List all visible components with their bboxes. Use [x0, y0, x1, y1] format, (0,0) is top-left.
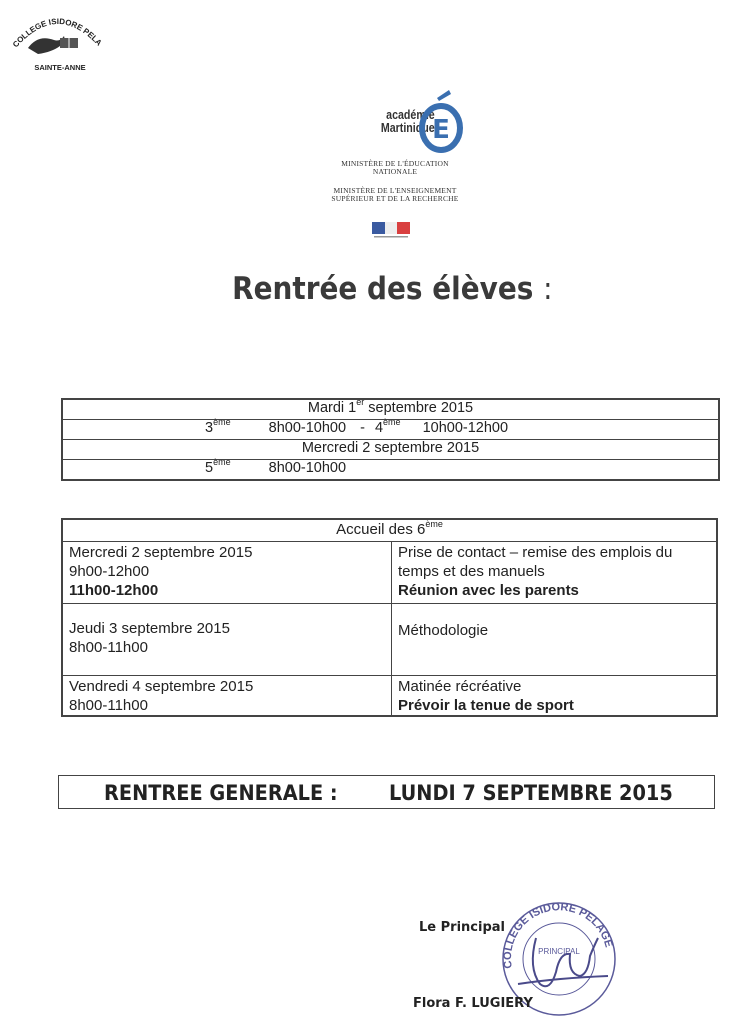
table-row: [62, 460, 719, 481]
school-logo: [8, 8, 108, 74]
republic-flag-icon: [372, 222, 410, 240]
ministry-higher-education: MINISTÈRE DE L'ENSEIGNEMENT SUPÉRIEUR ET DE LA RECHERCHE: [331, 186, 459, 203]
svg-text:COLLEGE ISIDORE PELAGE: COLLEGE ISIDORE PELA: [10, 16, 104, 50]
day-2-times-cell: 5ème 8h00-10h00: [62, 460, 719, 481]
welcome-header: Accueil des 6ème: [62, 519, 717, 542]
svg-text:COLLEGE ISIDORE PELAGE: COLLEGE ISIDORE PELAGE: [501, 901, 615, 970]
svg-text:PRINCIPAL: PRINCIPAL: [538, 947, 580, 956]
svg-text:E: E: [432, 115, 450, 145]
table-row: [62, 676, 717, 717]
table-row: [62, 440, 719, 460]
ministry-education: MINISTÈRE DE L'ÉDUCATION NATIONALE: [341, 159, 449, 176]
welcome-date-cell: Jeudi 3 septembre 2015 8h00-11h00: [62, 604, 392, 676]
table-row: [62, 420, 719, 440]
day-1-cell: Mardi 1er septembre 2015: [62, 399, 719, 420]
schedule-table: [61, 398, 720, 481]
banner-label: RENTREE GENERALE :: [104, 781, 338, 805]
welcome-activity-cell: Méthodologie: [392, 604, 718, 676]
svg-text:SAINTE-ANNE: SAINTE-ANNE: [34, 63, 86, 72]
academie-name: académie Martinique: [381, 107, 435, 135]
principal-name: Flora F. LUGIERY: [413, 996, 533, 1011]
table-row: [62, 519, 717, 542]
academie-logo: [355, 90, 465, 160]
day-2-cell: Mercredi 2 septembre 2015: [62, 440, 719, 460]
rentree-generale-banner: [58, 775, 715, 809]
banner-date: LUNDI 7 SEPTEMBRE 2015: [389, 781, 673, 805]
day-1-times-cell: 3ème 8h00-10h00 - 4ème 10h00-12h00: [62, 420, 719, 440]
welcome-date-cell: Mercredi 2 septembre 2015 9h00-12h00 11h00-12h00: [62, 542, 392, 604]
table-row: [62, 542, 717, 604]
welcome-activity-cell: Matinée récréative Prévoir la tenue de sport: [392, 676, 718, 717]
page-title: Rentrée des élèves :: [232, 271, 553, 307]
principal-label: Le Principal: [419, 920, 505, 935]
academie-e-icon: [417, 90, 463, 154]
welcome-table: [61, 518, 718, 717]
table-row: [62, 604, 717, 676]
welcome-date-cell: Vendredi 4 septembre 2015 8h00-11h00: [62, 676, 392, 717]
welcome-activity-cell: Prise de contact – remise des emplois du temps et des manuels Réunion avec les parents: [392, 542, 718, 604]
